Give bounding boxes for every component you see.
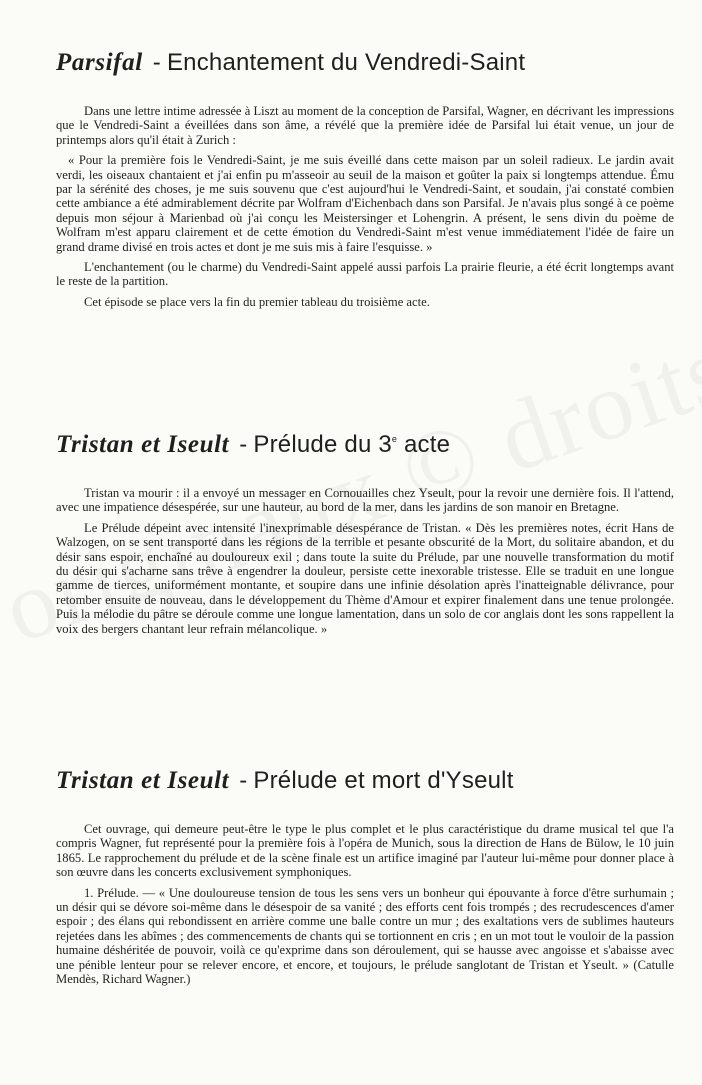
section-parsifal	[56, 48, 674, 315]
section-heading	[56, 766, 674, 796]
paragraph: Cet épisode se place vers la fin du premier tableau du troisième acte.	[84, 294, 430, 309]
paragraph: Dans une lettre intime adressée à Liszt au moment de la conception de Parsifal, Wagner, en décrivant les impressions que le Vendredi-Saint a éveillées dans son âme, a révélé que la première idée de Parsifal lui était venue, un jour de printemps alors qu'il était à Zurich :	[56, 104, 674, 147]
section-heading	[56, 430, 674, 460]
section-heading	[56, 48, 674, 78]
paragraph: 1. Prélude. — « Une douloureuse tension de tous les sens vers un bonheur qui épouvante à force d'être surhumain ; un désir qui se dévore soi-même dans le désespoir de sa vanité ; des efforts cent fois trompés ; des recrudescences d'amer espoir ; des élans qui rebondissent en arrière comme une balle contre un mur ; des exaltations vers de sublimes hauteurs rejetées dans les abîmes ; des commencements de chants qui se tortionnent en cris ; en un mot tout le vouloir de la passion humaine déshéritée de pouvoir, voilà ce qu'exprime dans son déroulement, qui se hausse avec angoisse et s'abaisse avec une pénible lenteur pour se relever encore, et encore, et toujours, le prélude sanglotant de Tristan et Yseult. » (Catulle Mendès, Richard Wagner.)	[56, 885, 674, 987]
piece-title-sup: e	[391, 434, 398, 444]
piece-title: Prélude du 3	[253, 431, 392, 458]
quote-paragraph: « Pour la première fois le Vendredi-Saint, je me suis éveillé dans cette maison par un soleil radieux. Le jardin avait verdi, les oiseaux chantaient et j'ai enfin pu m'asseoir au seuil de la maison et goûter la paix si longtemps attendue. Ému par la sérénité des choses, je me suis souvenu que c'est aujourd'hui le Vendredi-Saint, et soudain, j'ai constaté combien cette ambiance a été admirablement décrite par Wolfram d'Eichenbach dans son Parsifal. Je n'avais plus songé à ce poème depuis mon séjour à Marienbad où j'ai conçu les Meistersinger et Lohengrin. A présent, le sens divin du poème de Wolfram m'est apparu clairement et de cette émotion du Vendredi-Saint m'est venue immédiatement l'idée de faire un grand drame divisé en trois actes et dont je me suis mis à faire l'esquisse. »	[56, 153, 674, 254]
section-tristan-prelude-3	[56, 430, 674, 642]
work-title: Parsifal	[56, 49, 143, 76]
heading-dash: -	[239, 767, 248, 794]
section-tristan-mort	[56, 766, 674, 992]
paragraph: Cet ouvrage, qui demeure peut-être le type le plus complet et le plus caractéristique du drame musical tel que l'a compris Wagner, fut représenté pour la première fois à l'opéra de Munich, sous la direction de Hans de Bülow, le 10 juin 1865. Le rapprochement du prélude et de la scène finale est un artifice imaginé par l'auteur lui-même pour donner place à son œuvre dans les concerts exclusivement symphoniques.	[56, 822, 674, 880]
work-title: Tristan et Iseult	[56, 767, 230, 794]
piece-title: Prélude et mort d'Yseult	[253, 767, 514, 794]
paragraph: L'enchantement (ou le charme) du Vendredi-Saint appelé aussi parfois La prairie fleurie, a été écrit longtemps avant le reste de la partition.	[56, 260, 674, 289]
piece-title: Enchantement du Vendredi-Saint	[166, 49, 526, 76]
work-title: Tristan et Iseult	[56, 431, 230, 458]
paragraph: Tristan va mourir : il a envoyé un messager en Cornouailles chez Yseult, pour la revoir une dernière fois. Il l'attend, avec une impatience désespérée, sur une hauteur, au bord de la mer, dans les jardins de son manoir en Bretagne.	[56, 486, 674, 515]
heading-dash: -	[239, 431, 248, 458]
piece-title-end: acte	[397, 431, 451, 458]
heading-dash: -	[152, 49, 161, 76]
paragraph: Le Prélude dépeint avec intensité l'inexprimable désespérance de Tristan. « Dès les premières notes, écrit Hans de Walzogen, on se sent transporté dans les régions de la terrible et pesante obscurité de la Mort, du solitaire abandon, et du désir sans espoir, enchaîné au douloureux exil ; dans toute la suite du Prélude, par une nouvelle transformation du motif du désir qui s'acharne sans trêve à engendrer la douleur, persiste cette inexorable tristesse. Elle se traduit en une longue gamme de tierces, uniformément montante, et soupire dans une infinie désolation après l'inatteignable délivrance, pour retomber ensuite de nouveau, dans le développement du Thème d'Amour et expirer finalement dans une tenue prolongée. Puis la mélodie du pâtre se déroule comme une longue lamentation, dans un solo de cor anglais dont les sons rappellent la voix des bergers chantant leur refrain mélancolique. »	[56, 520, 674, 636]
